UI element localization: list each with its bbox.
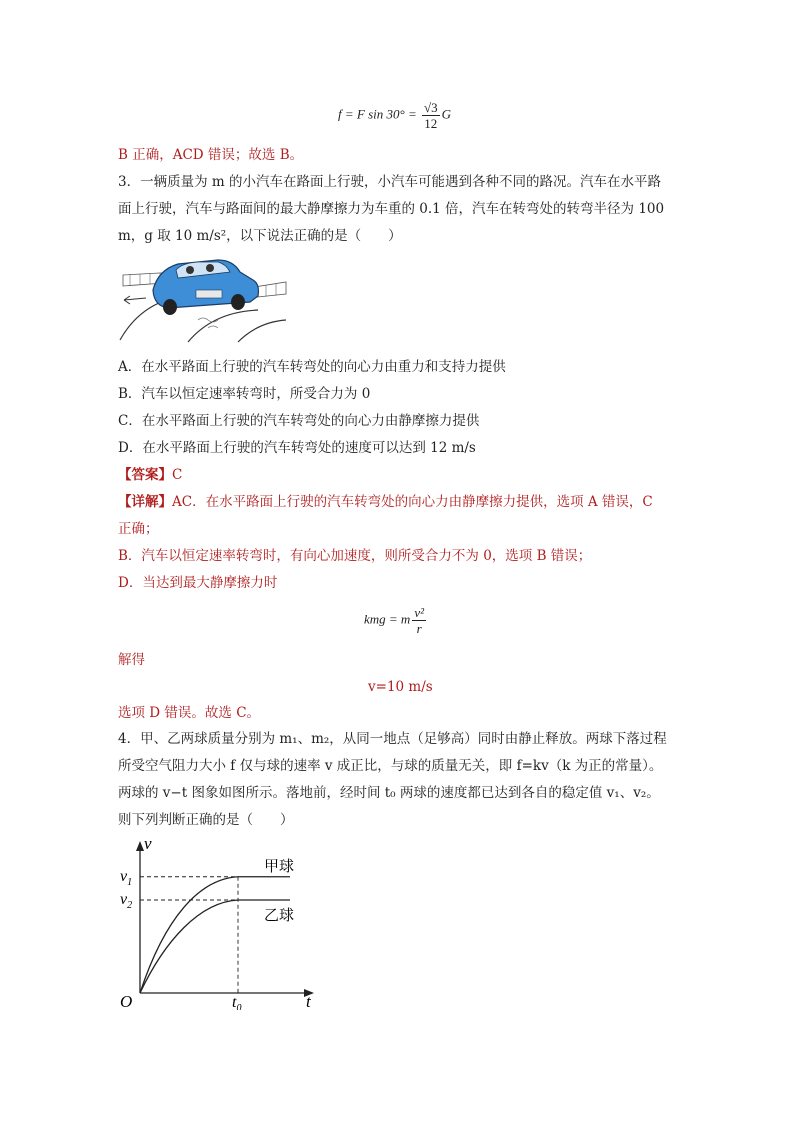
legend-yi: 乙球 (264, 908, 295, 924)
q3-detail-text1: AC．在水平路面上行驶的汽车转弯处的向心力由静摩擦力提供，选项 A 错误，C (172, 494, 653, 510)
vt-chart (110, 835, 330, 1010)
q3-eq1-left: kmg = m (364, 611, 411, 627)
q3-option-c: C．在水平路面上行驶的汽车转弯处的向心力由静摩擦力提供 (118, 413, 480, 429)
q4-stem-line2: 所受空气阻力大小 f 仅与球的速率 v 成正比，与球的质量无关，即 f=kv（k 为正的常量）。 (118, 758, 663, 774)
legend-jia: 甲球 (264, 858, 295, 875)
tick-label-v2: $v_2$ (120, 891, 133, 911)
q3-detail-line2: 正确； (118, 521, 159, 537)
q3-stem-line3: m，g 取 10 m/s²，以下说法正确的是（ ） (118, 228, 402, 244)
q3-stem-line2: 面上行驶，汽车与路面间的最大静摩擦力为车重的 0.1 倍，汽车在转弯处的转弯半径为 100 (118, 201, 665, 217)
q3-stem-line1: 3．一辆质量为 m 的小汽车在路面上行驶，小汽车可能遇到各种不同的路况。汽车在水平路 (118, 174, 661, 190)
y-axis-label: v (144, 835, 152, 853)
series-jia-curve (140, 877, 290, 993)
q3-answer (118, 465, 678, 485)
q2-formula-fraction (422, 100, 440, 131)
tick-label-v1: $v_1$ (120, 867, 133, 888)
q2-formula-num: √3 (423, 100, 438, 115)
q3-solve-label: 解得 (118, 652, 145, 668)
q3-answer-label: 【答案】 (118, 467, 172, 483)
origin-label: O (120, 992, 133, 1010)
q3-detail-line4: D．当达到最大静摩擦力时 (118, 575, 278, 591)
q3-eq2: v=10 m/s (368, 679, 433, 695)
q2-formula-suffix: G (441, 106, 451, 122)
q4-stem-line3: 两球的 v−t 图象如图所示。落地前，经时间 t₀ 两球的速度都已达到各自的稳定值 v₁、v₂。 (118, 785, 660, 801)
q3-option-d: D．在水平路面上行驶的汽车转弯处的速度可以达到 12 m/s (118, 440, 476, 456)
q3-eq1-den: r (416, 621, 422, 636)
x-axis-label: t (306, 992, 311, 1010)
q3-detail-line3: B．汽车以恒定速率转弯时，有向心加速度，则所受合力不为 0，选项 B 错误； (118, 548, 592, 564)
q2-formula-prefix: f = F sin 30° = (338, 106, 420, 122)
q3-answer-value: C (172, 467, 183, 483)
q4-stem-line4: 则下列判断正确的是（ ） (118, 812, 294, 828)
q2-formula (338, 100, 451, 131)
q2-conclusion: B 正确，ACD 错误；故选 B。 (118, 147, 304, 163)
q3-option-b: B．汽车以恒定速率转弯时，所受合力为 0 (118, 386, 371, 402)
q3-detail-label: 【详解】 (118, 494, 172, 510)
tick-label-t0: $t_0$ (232, 994, 242, 1010)
q3-eq1-num: v² (414, 605, 424, 620)
y-axis-arrow (136, 841, 144, 851)
q3-option-a: A．在水平路面上行驶的汽车转弯处的向心力由重力和支持力提供 (118, 359, 506, 375)
q4-stem-line1: 4．甲、乙两球质量分别为 m₁、m₂，从同一地点（足够高）同时由静止释放。两球下落过程 (118, 731, 667, 747)
q3-conclusion: 选项 D 错误。故选 C。 (118, 705, 261, 721)
q3-detail-line1 (118, 492, 678, 512)
q2-formula-den: 12 (424, 116, 438, 131)
car-illustration (118, 250, 288, 345)
q3-eq1-fraction (412, 605, 426, 636)
q3-eq1 (364, 605, 428, 636)
